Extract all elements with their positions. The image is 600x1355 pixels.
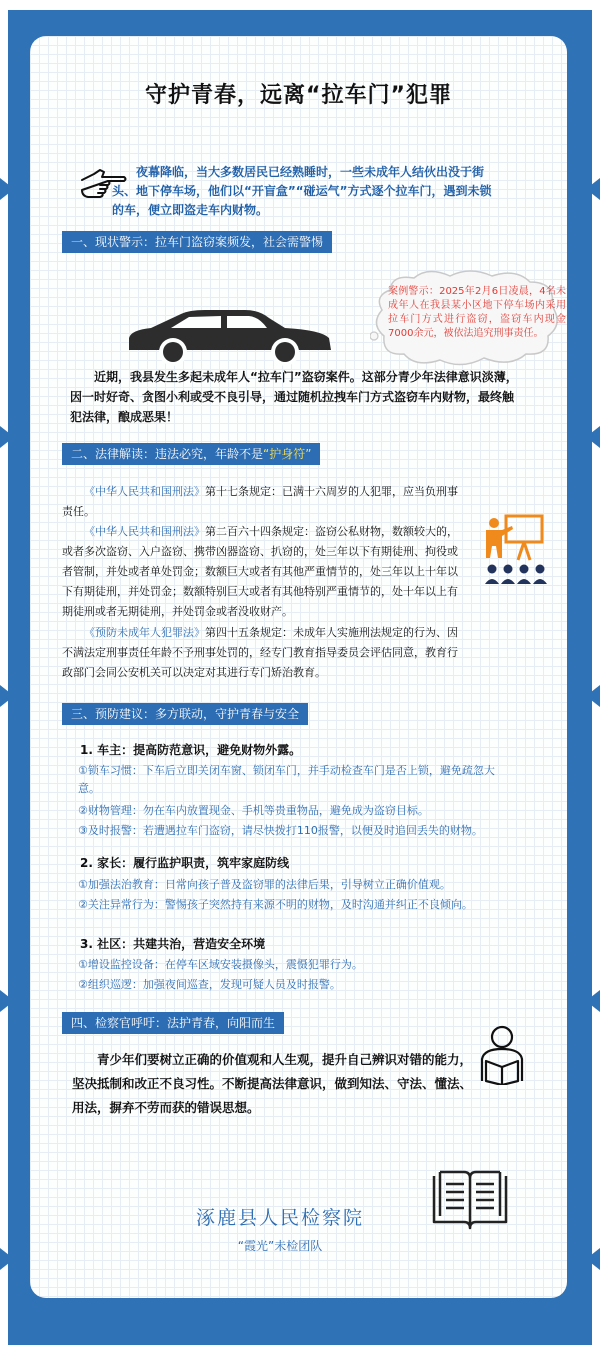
- community-heading: 3. 社区：共建共治，营造安全环境: [80, 937, 266, 951]
- frame-notch: [0, 1248, 14, 1270]
- list-item: ②关注异常行为：警惕孩子突然持有来源不明的财物，及时沟通并纠正不良倾向。: [78, 898, 473, 911]
- frame-notch: [586, 178, 600, 200]
- section1-banner: 一、现状警示：拉车门盗窃案频发，社会需警惕: [62, 231, 332, 253]
- section4-banner: 四、检察官呼吁：法护青春，向阳而生: [62, 1012, 284, 1034]
- section2-heading: 二、法律解读：违法必究，年龄不是: [71, 447, 264, 461]
- parent-heading: 2. 家长：履行监护职责，筑牢家庭防线: [80, 856, 290, 870]
- frame-notch: [586, 990, 600, 1012]
- page-title: 守护青春，远离“拉车门”犯罪: [145, 83, 452, 108]
- list-item: ①锁车习惯：下车后立即关闭车窗、锁闭车门，并手动检查车门是否上锁，避免疏忽大意。: [78, 764, 495, 795]
- section3-banner: 三、预防建议：多方联动，守护青春与安全: [62, 703, 308, 725]
- section2-heading-highlight: “护身符”: [263, 447, 312, 461]
- section2-banner: [62, 443, 320, 465]
- law-paragraph-3: [62, 623, 462, 683]
- content-card: [30, 36, 567, 1298]
- intro-paragraph: 夜幕降临，当大多数居民已经熟睡时，一些未成年人结伙出没于街头、地下停车场，他们以“开盲盒”“碰运气”方式逐个拉车门，遇到未锁的车，便立即盗走车内财物。: [112, 165, 492, 217]
- car-icon: [125, 308, 335, 368]
- frame-notch: [586, 685, 600, 707]
- list-item: ②财物管理：勿在车内放置现金、手机等贵重物品，避免成为盗窃目标。: [78, 804, 429, 817]
- frame-notch: [0, 685, 14, 707]
- team-name: “霞光”未检团队: [237, 1239, 323, 1253]
- organization-name: 涿鹿县人民检察院: [195, 1207, 364, 1229]
- lecture-icon: [482, 514, 552, 586]
- law-text: 第二百六十四条规定：盗窃公私财物，数额较大的，或者多次盗窃、入户盗窃、携带凶器盗窃、扒窃的，处三年以下有期徒刑、拘役或者管制，并处或者单处罚金；数额巨大或者有其他严重情节的，处三年以上十年以下有期徒刑，并处罚金；数额特别巨大或者有其他特别严重情节的，处十年以上有期徒刑或者无期徒刑，并处罚金或者没收财产。: [62, 525, 458, 618]
- frame-notch: [0, 178, 14, 200]
- law-text: 第十七条规定：已满十六周岁的人犯罪，应当负刑事责任。: [62, 485, 458, 518]
- law-name: 《中华人民共和国刑法》: [84, 525, 205, 538]
- list-item: ①增设监控设备：在停车区域安装摄像头，震慑犯罪行为。: [78, 958, 363, 971]
- reader-icon: [470, 1021, 534, 1085]
- car-owner-heading: 1. 车主：提高防范意识，避免财物外露。: [80, 743, 302, 757]
- frame-notch: [586, 426, 600, 448]
- section4-body: 青少年们要树立正确的价值观和人生观，提升自己辨识对错的能力，坚决抵制和改正不良习性。不断提高法律意识，做到知法、守法、懂法、用法，摒弃不劳而获的错误思想。: [72, 1052, 473, 1115]
- law-name: 《预防未成年人犯罪法》: [84, 626, 205, 639]
- open-book-icon: [430, 1170, 510, 1234]
- frame-notch: [586, 1248, 600, 1270]
- list-item: ②组织巡逻：加强夜间巡查，发现可疑人员及时报警。: [78, 978, 341, 991]
- section1-body: 近期，我县发生多起未成年人“拉车门”盗窃案件。这部分青少年法律意识淡薄，因一时好奇、贪图小利或受不良引导，通过随机拉拽车门方式盗窃车内财物，最终触犯法律，酿成恶果！: [70, 370, 518, 424]
- law-paragraph-1: [62, 482, 462, 522]
- law-name: 《中华人民共和国刑法》: [84, 485, 205, 498]
- law-text: 第四十五条规定：未成年人实施刑法规定的行为、因不满法定刑事责任年龄不予刑事处罚的，经专门教育指导委员会评估同意，教育行政部门会同公安机关可以决定对其进行专门矫治教育。: [62, 626, 458, 679]
- case-warning-text: 案例警示：2025年2月6日凌晨，4名未成年人在我县某小区地下停车场内采用拉车门方式进行盗窃，盗窃车内现金7000余元，被依法追究刑事责任。: [388, 286, 566, 339]
- list-item: ①加强法治教育：日常向孩子普及盗窃罪的法律后果，引导树立正确价值观。: [78, 878, 451, 891]
- frame-notch: [0, 990, 14, 1012]
- frame-notch: [0, 426, 14, 448]
- law-paragraph-2: [62, 522, 462, 622]
- list-item: ③及时报警：若遭遇拉车门盗窃，请尽快拨打110报警，以便及时追回丢失的财物。: [78, 824, 483, 837]
